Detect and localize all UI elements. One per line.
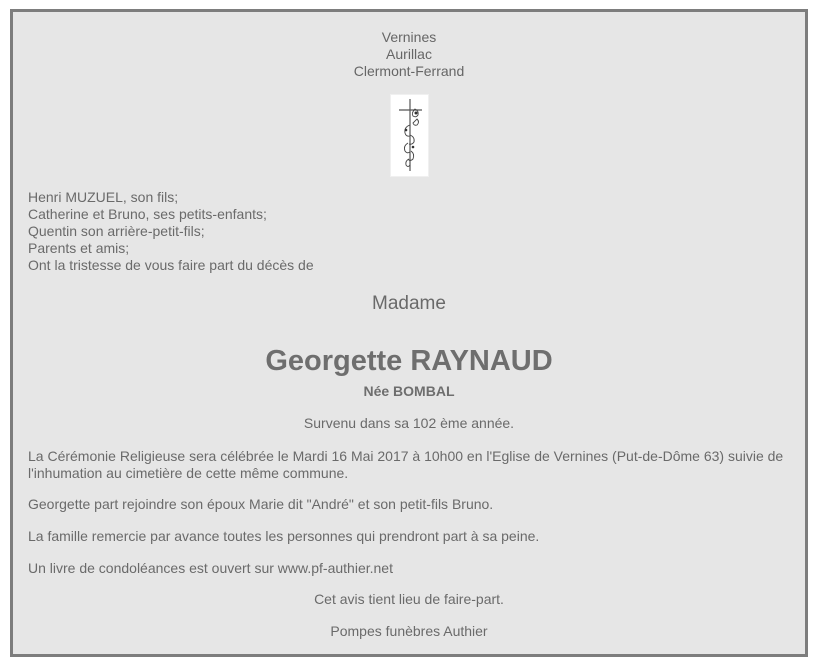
family-line: Henri MUZUEL, son fils; (28, 189, 179, 205)
notice-line: Cet avis tient lieu de faire-part. (314, 591, 504, 607)
condolences-text: Un livre de condoléances est ouvert sur www.pf-authier.net (28, 560, 393, 576)
family-line: Quentin son arrière-petit-fils; (28, 223, 205, 239)
honorific: Madame (372, 293, 446, 314)
locations (13, 29, 805, 80)
family-line: Catherine et Bruno, ses petits-enfants; (28, 206, 267, 222)
announcement-line: Ont la tristesse de vous faire part du décès de (28, 257, 314, 273)
cross-with-flowers-icon (390, 94, 429, 177)
family-line: Parents et amis; (28, 240, 130, 256)
location-aurillac: Aurillac (386, 46, 432, 62)
signature: Pompes funèbres Authier (330, 623, 488, 639)
age-line: Survenu dans sa 102 ème année. (303, 415, 515, 431)
rejoin-text: Georgette part rejoindre son époux Marie dit "André" et son petit-fils Bruno. (28, 496, 494, 512)
thanks-text: La famille remercie par avance toutes les personnes qui prendront part à sa peine. (28, 528, 540, 544)
location-vernines: Vernines (381, 29, 437, 45)
maiden-name: Née BOMBAL (363, 383, 455, 399)
deceased-name: Georgette RAYNAUD (265, 345, 553, 377)
family-list (28, 189, 314, 274)
ceremony-text: La Cérémonie Religieuse sera célébrée le Mardi 16 Mai 2017 à 10h00 en l'Eglise de Vernines (Put-de-Dôme 63) suivie de l'inhumation au cimetière de cette même commune. (28, 448, 784, 481)
obituary-notice (10, 9, 808, 657)
location-clermont-ferrand: Clermont-Ferrand (353, 63, 465, 79)
